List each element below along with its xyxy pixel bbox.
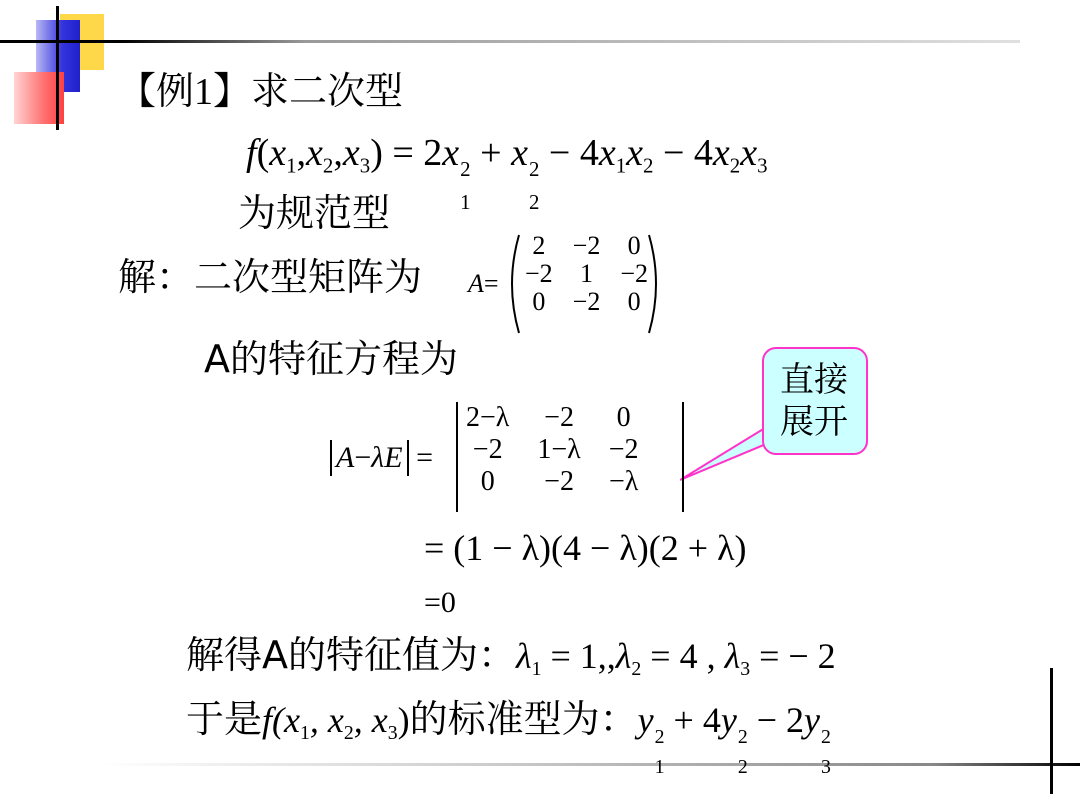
determinant-cell: 1−λ — [537, 434, 581, 465]
callout-line1: 直接 — [780, 360, 848, 400]
determinant-row — [452, 466, 653, 498]
determinant-row — [452, 434, 653, 466]
quadratic-form-formula: $f(x_1,x_2,x_3) = 2x$ 2 1 + x 2 2 − $4x_1x_2 - 4x_2x_3$ — [246, 132, 768, 214]
determinant-cell: −λ — [608, 466, 639, 497]
matrix-lhs: A= — [468, 269, 499, 298]
callout-line2: 展开 — [780, 402, 848, 442]
matrix-cell: 0 — [627, 287, 641, 316]
heading-example-label: 例1 — [156, 71, 214, 113]
callout-bubble — [762, 347, 868, 455]
zero-line: =0 — [424, 586, 456, 619]
heading-text: 求二次型 — [251, 69, 404, 113]
determinant-cell: 0 — [616, 402, 631, 433]
determinant-row — [452, 402, 653, 434]
solution-label: 解：二次型矩阵为 — [118, 255, 423, 299]
determinant-cell: −2 — [472, 434, 503, 465]
determinant-cell: 0 — [480, 466, 495, 497]
determinant-cell: 2−λ — [466, 402, 510, 433]
matrix-a — [505, 232, 663, 336]
matrix-row — [515, 232, 658, 260]
determinant-cell: −2 — [608, 434, 639, 465]
decor-top-rule — [0, 40, 1020, 43]
matrix-cell: 0 — [627, 231, 641, 260]
determinant-entries — [452, 402, 653, 498]
matrix-cell: −2 — [572, 231, 601, 260]
matrix-entries — [515, 232, 658, 316]
standard-form-line: 于是$f(x_1$, $x_2$, $x_3$)的标准型为：y 2 1 + 4y 2 2 − 2y 2 3 — [186, 697, 831, 779]
eigenvalues-line: 解得A的特征值为：$\lambda_1 = 1,,\lambda_2 = 4$ , $\lambda_3$ = − 2 — [186, 633, 836, 680]
matrix-row — [515, 260, 658, 288]
heading-bracket-close: 】 — [213, 69, 252, 113]
matrix-row — [515, 288, 658, 316]
decor-bottom-vertical-line — [1050, 668, 1053, 794]
matrix-cell: −2 — [572, 287, 601, 316]
char-eq-title: A的特征方程为 — [204, 337, 458, 381]
matrix-cell: −2 — [525, 259, 553, 288]
normal-form-text: 为规范型 — [238, 191, 391, 235]
determinant-matrix — [456, 402, 684, 512]
decor-vertical-line — [56, 6, 59, 130]
determinant-lhs: A−λE = — [330, 440, 433, 476]
matrix-cell: −2 — [620, 259, 649, 288]
heading-bracket-open: 【 — [118, 69, 157, 113]
matrix-cell: 0 — [532, 287, 546, 316]
determinant-cell: −2 — [544, 402, 574, 433]
determinant-cell: −2 — [544, 466, 574, 497]
example-heading — [118, 69, 404, 113]
expansion-line: = (1 − λ)(4 − λ)(2 + λ) — [424, 528, 747, 568]
matrix-cell: 1 — [580, 259, 593, 288]
matrix-cell: 2 — [532, 231, 546, 260]
